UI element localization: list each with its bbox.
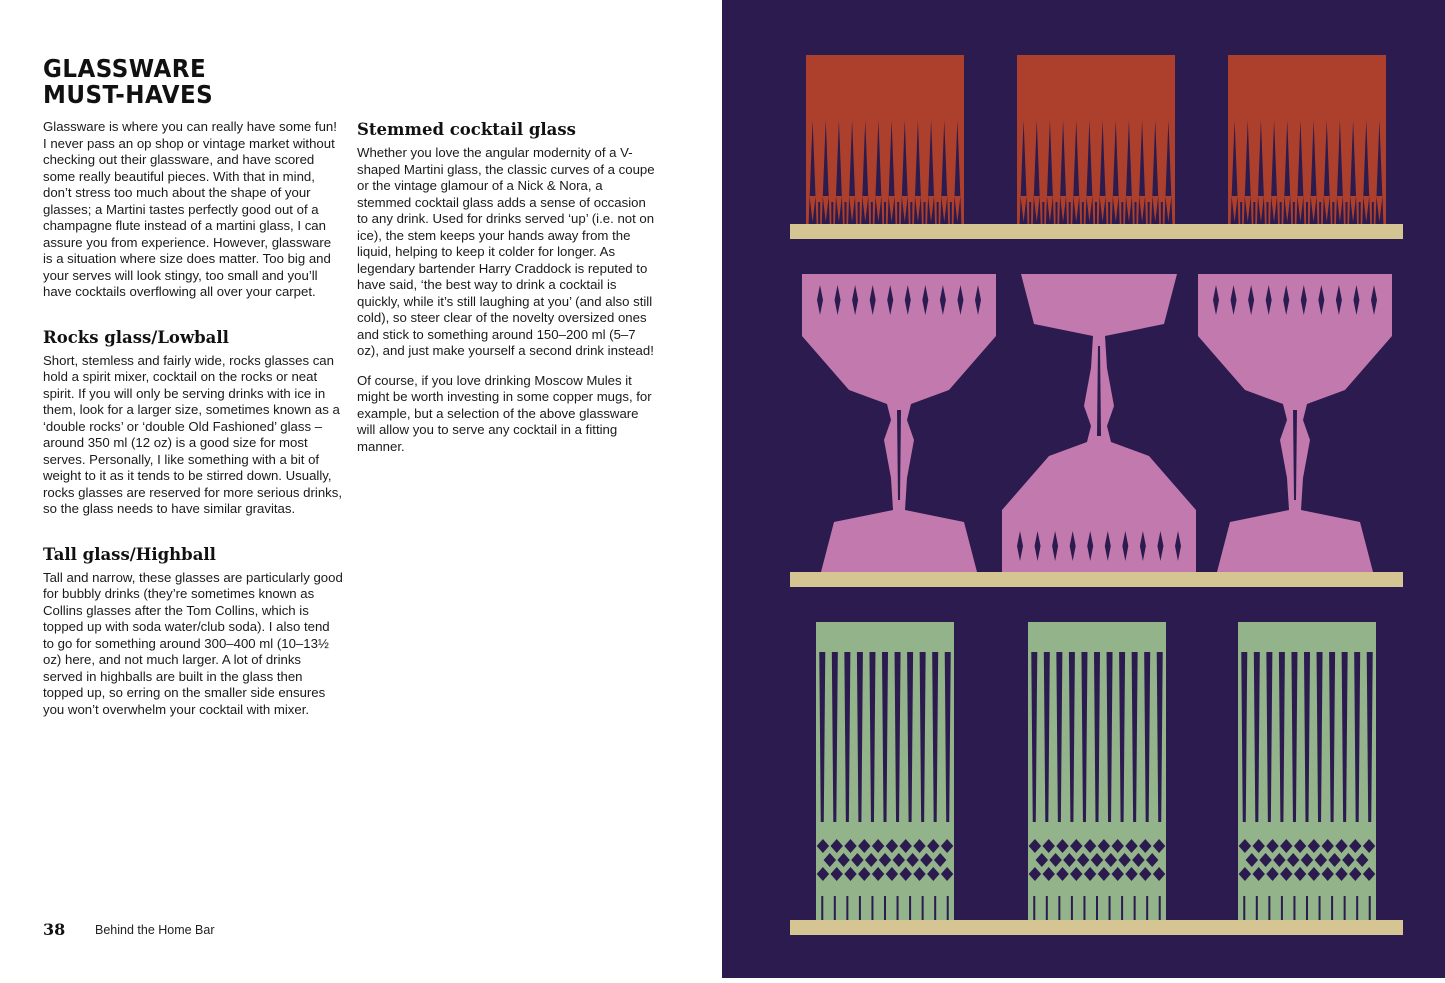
rocks-body: Short, stemless and fairly wide, rocks glasses can hold a spirit mixer, cocktail on the rocks or neat spirit. If you will only be serving drinks with ice in them, look for a larger size, sometimes known as a ‘double rocks’ or ‘double Old Fashioned’ glass – around 350 ml (12 oz) is a good size for most serves. Personally, I like something with a bit of weight to it as it tends to be stirred down. Usually, rocks glasses are reserved for more serious drinks, so the glass needs to have similar gravitas.: [43, 352, 343, 516]
left-page: [0, 0, 722, 978]
page-title: [43, 56, 228, 108]
stemmed-heading: Stemmed cocktail glass: [357, 120, 576, 139]
highball-glass: [816, 622, 954, 920]
title-line-1: GLASSWARE: [43, 54, 207, 83]
rocks-glass: [806, 55, 964, 224]
title-line-2: MUST-HAVES: [43, 80, 214, 109]
page-number: 38: [43, 920, 66, 939]
shelf: [790, 920, 1403, 935]
rocks-heading: Rocks glass/Lowball: [43, 327, 229, 347]
closing-paragraph: Of course, if you love drinking Moscow Mules it might be worth investing in some copper mugs, for example, but a selection of the above glassware will allow you to serve any cocktail in a fitting manner.: [357, 372, 652, 454]
rocks-glass: [1228, 55, 1386, 224]
shelf: [790, 224, 1403, 239]
right-column: [357, 120, 657, 455]
tall-body: Tall and narrow, these glasses are particularly good for bubbly drinks (they’re sometimes known as Collins glasses after the Tom Collins, which is topped up with soda water/club soda). I also tend to go for something around 300–400 ml (10–13½ oz) here, and not much larger. A lot of drinks served in highballs are built in the glass then topped up, so erring on the smaller side ensures you won’t overwhelm your cocktail with mixer.: [43, 569, 343, 717]
intro-paragraph: Glassware is where you can really have some fun! I never pass an op shop or vintage market without checking out their glassware, and have scored some really beautiful pieces. With that in mind, don’t stress too much about the shape of your glasses; a Martini tastes perfectly good out of a champagne flute instead of a martini glass, I can assure you from experience. However, glassware is a situation where size does matter. Too big and your serves will look stingy, too small and you’ll have cocktails overflowing all over your carpet.: [43, 119, 337, 299]
stemmed-body: Whether you love the angular modernity of a V-shaped Martini glass, the classic curves of a coupe or the vintage glamour of a Nick & Nora, a stemmed cocktail glass adds a sense of occasion to any drink. Used for drinks served ‘up’ (i.e. not on ice), the stem keeps your hands away from the liquid, helping to keep it colder for longer. As legendary bartender Harry Craddock is reputed to have said, ‘the best way to drink a cocktail is quickly, while it’s still laughing at you’ (and also still cold), so steer clear of the novelty oversized ones and stick to something around 150–200 ml (5–7 oz), and just make yourself a second drink instead!: [357, 145, 655, 358]
tall-heading: Tall glass/Highball: [43, 544, 216, 564]
left-column: [43, 119, 343, 718]
highball-glass: [1238, 622, 1376, 920]
running-head: Behind the Home Bar: [95, 923, 215, 937]
shelf: [790, 572, 1403, 587]
illustration-page: [722, 0, 1445, 978]
rocks-glass: [1017, 55, 1175, 224]
glassware-illustration: [722, 0, 1445, 978]
highball-glass: [1028, 622, 1166, 920]
